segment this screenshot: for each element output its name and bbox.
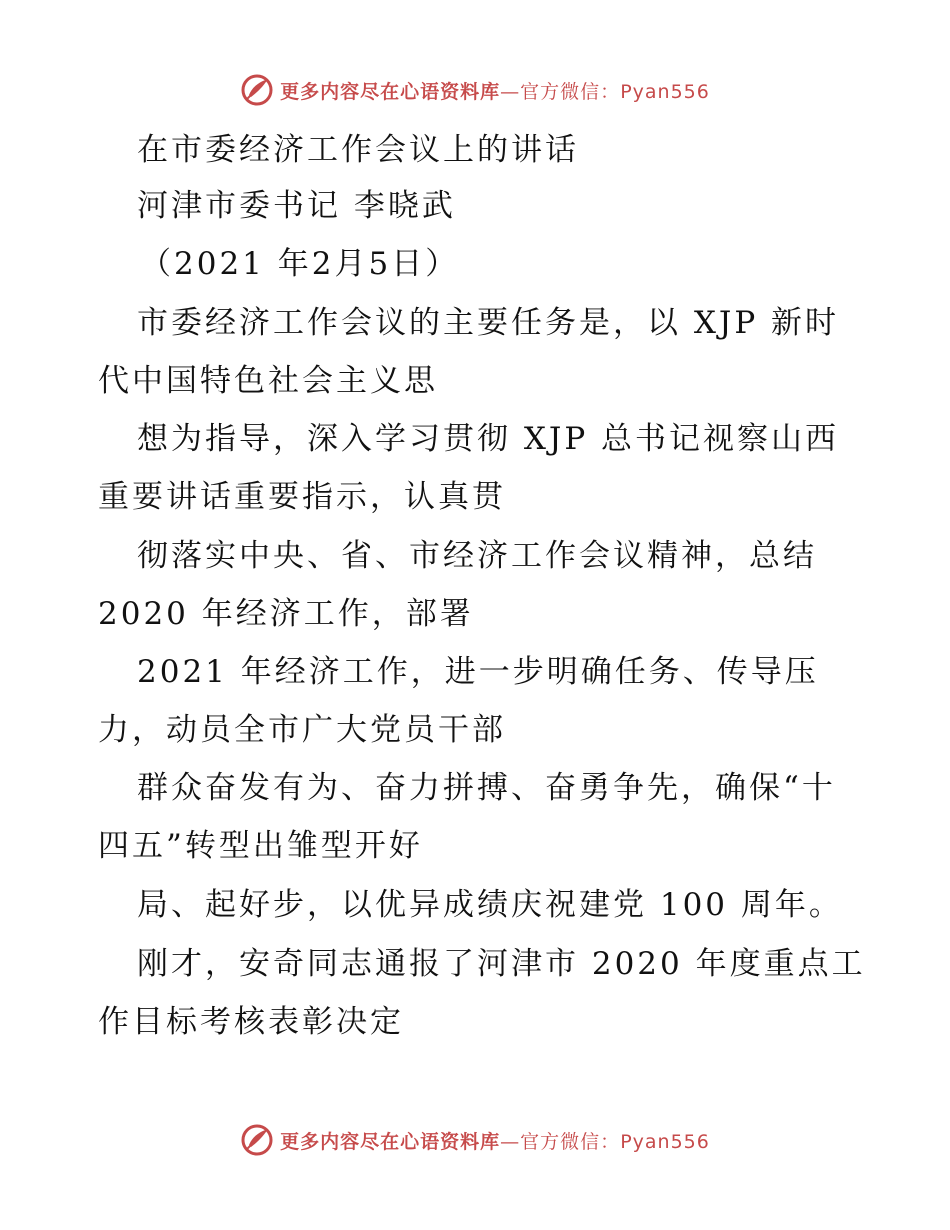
text-line: 重要讲话重要指示，认真贯 [98, 479, 506, 515]
banner-text [280, 1127, 710, 1154]
document-title: 在市委经济工作会议上的讲话 [137, 132, 579, 168]
text-line: 2021 年经济工作，进一步明确任务、传导压 [137, 654, 819, 690]
text-line: 四五”转型出雏型开好 [98, 828, 423, 864]
banner-handle: Pyan556 [620, 1130, 710, 1153]
text-line: 想为指导，深入学习贯彻 XJP 总书记视察山西 [137, 421, 840, 457]
text-line: 群众奋发有为、奋力拼搏、奋勇争先，确保“十 [137, 770, 836, 806]
banner-contact: —官方微信： [500, 1130, 621, 1153]
footer-banner [0, 1120, 950, 1160]
text-line: 2020 年经济工作，部署 [98, 596, 474, 632]
banner-contact: —官方微信： [500, 80, 621, 103]
banner-content [240, 73, 710, 107]
banner-handle: Pyan556 [620, 80, 710, 103]
text-line: 局、起好步，以优异成绩庆祝建党 100 周年。 [137, 887, 843, 923]
banner-title: 更多内容尽在心语资料库 [280, 1130, 501, 1153]
pen-logo-icon [240, 1123, 274, 1157]
text-line: 市委经济工作会议的主要任务是，以 XJP 新时 [137, 305, 840, 341]
document-date: （2021 年2月5日） [140, 246, 460, 282]
banner-text [280, 77, 710, 104]
text-line: 刚才，安奇同志通报了河津市 2020 年度重点工 [137, 946, 866, 982]
header-banner [0, 70, 950, 110]
banner-title: 更多内容尽在心语资料库 [280, 80, 501, 103]
text-line: 作目标考核表彰决定 [98, 1004, 404, 1040]
pen-logo-icon [240, 73, 274, 107]
text-line: 彻落实中央、省、市经济工作会议精神，总结 [137, 538, 817, 574]
document-author: 河津市委书记 李晓武 [137, 188, 456, 224]
text-line: 力，动员全市广大党员干部 [98, 712, 506, 748]
text-line: 代中国特色社会主义思 [98, 363, 438, 399]
banner-content [240, 1123, 710, 1157]
